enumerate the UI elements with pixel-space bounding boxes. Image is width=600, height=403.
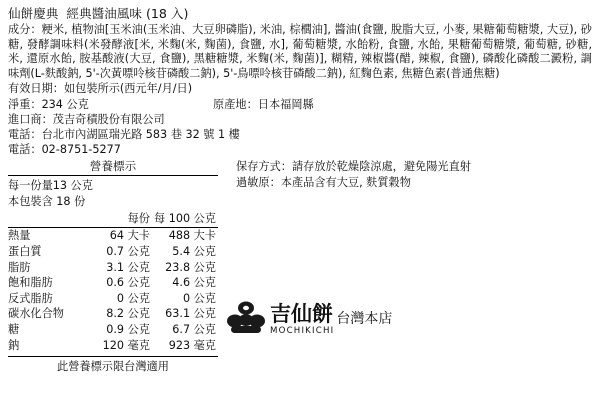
nutrient-name: 碳水化合物: [8, 307, 64, 321]
nutrition-col-per-100g: 每 100 公克: [153, 211, 216, 225]
nutrition-col-per-serving: 每份: [127, 211, 150, 225]
nutrient-per-serving: 0.7 公克: [106, 244, 150, 258]
nutrient-per-100g: 4.6 公克: [172, 276, 216, 290]
nutrient-name: 鈉: [8, 338, 20, 352]
nutrient-per-serving: 64 大卡: [109, 229, 150, 243]
table-row: [8, 275, 218, 291]
shelf-life-row: 有效日期：如包裝所示(西元年/月/日): [8, 82, 193, 96]
nutrient-per-100g: 0 公克: [182, 291, 216, 305]
allergen-row: 過敏原：本產品含有大豆, 麩質穀物: [236, 175, 411, 189]
product-info-block: [8, 81, 592, 157]
nutrient-per-100g: 6.7 公克: [172, 322, 216, 336]
nutrition-header-row: [8, 211, 218, 228]
brand-store-label: 台灣本店: [336, 311, 393, 328]
ingredients-text: 粳米, 植物油[玉米油(玉米油、大豆卵磷脂), 米油, 棕櫚油], 醬油(食鹽, 脫脂大豆, 小麥, 果糖葡萄糖漿, 大豆), 砂糖, 發酵調味料(米發酵液[米, 米麴(米, 麴菌), 食鹽, 水], 葡萄糖漿, 水飴粉, 食鹽, 水飴, 果糖葡萄糖漿, 葡萄糖, 砂糖, 米, 還原水飴, 胺基酸液(大豆, 食鹽), 黑糖糖漿, 米麴(米, 麴菌)], 糊精, 辣椒醬(醋, 辣椒, 食鹽), 磷酸化磷酸二澱粉, 調味劑(L-麩酸鈉, 5'-次黃嘌呤核苷磷酸二鈉), 5'-鳥嘌呤核苷磷酸二鈉), 紅麴色素, 焦糖色素(普通焦糖): [8, 23, 592, 80]
ingredients-label: 成分：: [8, 23, 42, 36]
address-row: 電話：台北市內湖區瑞光路 583 巷 32 號 1 樓: [8, 127, 240, 141]
nutrition-facts-table: [8, 159, 218, 374]
importer-row: 進口商：茂吉奇積股份有限公司: [8, 112, 165, 126]
nutrition-body: [8, 228, 218, 353]
nutrition-table: [8, 211, 218, 353]
serving-size: 每一份量13 公克: [8, 179, 93, 193]
nutrient-per-100g: 923 毫克: [168, 338, 216, 352]
nutrition-col-blank: [8, 211, 90, 228]
nutrient-per-serving: 0.6 公克: [106, 276, 150, 290]
table-row: [8, 306, 218, 322]
nutrition-title: 營養標示: [8, 159, 218, 176]
brand-name-cn: 吉仙餅: [270, 301, 333, 326]
nutrient-per-100g: 488 大卡: [168, 229, 216, 243]
servings-per-pack: 本包裝含 18 份: [8, 194, 86, 208]
lower-section: [8, 159, 592, 379]
nutrition-footnote: 此營養標示限台灣適用: [8, 356, 218, 374]
nutrient-per-serving: 8.2 公克: [106, 307, 150, 321]
table-row: [8, 322, 218, 338]
nutrient-per-serving: 3.1 公克: [106, 260, 150, 274]
table-row: [8, 260, 218, 276]
nutrient-per-100g: 23.8 公克: [165, 260, 216, 274]
table-row: [8, 244, 218, 260]
mochi-mark-icon: [226, 299, 266, 339]
nutrient-per-serving: 0.9 公克: [106, 322, 150, 336]
nutrient-name: 飽和脂肪: [8, 276, 53, 290]
phone-row: 電話：02-8751-5277: [8, 143, 121, 157]
nutrient-per-serving: 0 公克: [116, 291, 150, 305]
product-title: 仙餅慶典 經典醬油風味 (18 入): [8, 6, 189, 21]
brand-name-en: MOCHIKICHI: [270, 325, 335, 336]
nutrient-per-serving: 120 毫克: [102, 338, 150, 352]
nutrient-name: 熱量: [8, 229, 31, 243]
brand-logo-text: [270, 302, 334, 337]
storage-row: 保存方式：請存放於乾燥陰涼處，避免陽光直射: [236, 160, 471, 174]
net-weight: 淨重：234 公克: [8, 97, 89, 111]
weight-origin-row: [8, 97, 592, 112]
origin: 原產地：日本福岡縣: [213, 97, 314, 111]
nutrient-per-100g: 5.4 公克: [172, 244, 216, 258]
nutrient-name: 反式脂肪: [8, 291, 53, 305]
nutrient-name: 蛋白質: [8, 244, 42, 258]
nutrient-name: 糖: [8, 322, 20, 336]
table-row: [8, 228, 218, 244]
brand-logo: [226, 299, 392, 339]
nutrient-name: 脂肪: [8, 260, 31, 274]
nutrient-per-100g: 63.1 公克: [165, 307, 216, 321]
storage-allergen-block: [236, 159, 596, 189]
table-row: [8, 291, 218, 307]
ingredients-block: [8, 23, 592, 81]
table-row: [8, 338, 218, 354]
